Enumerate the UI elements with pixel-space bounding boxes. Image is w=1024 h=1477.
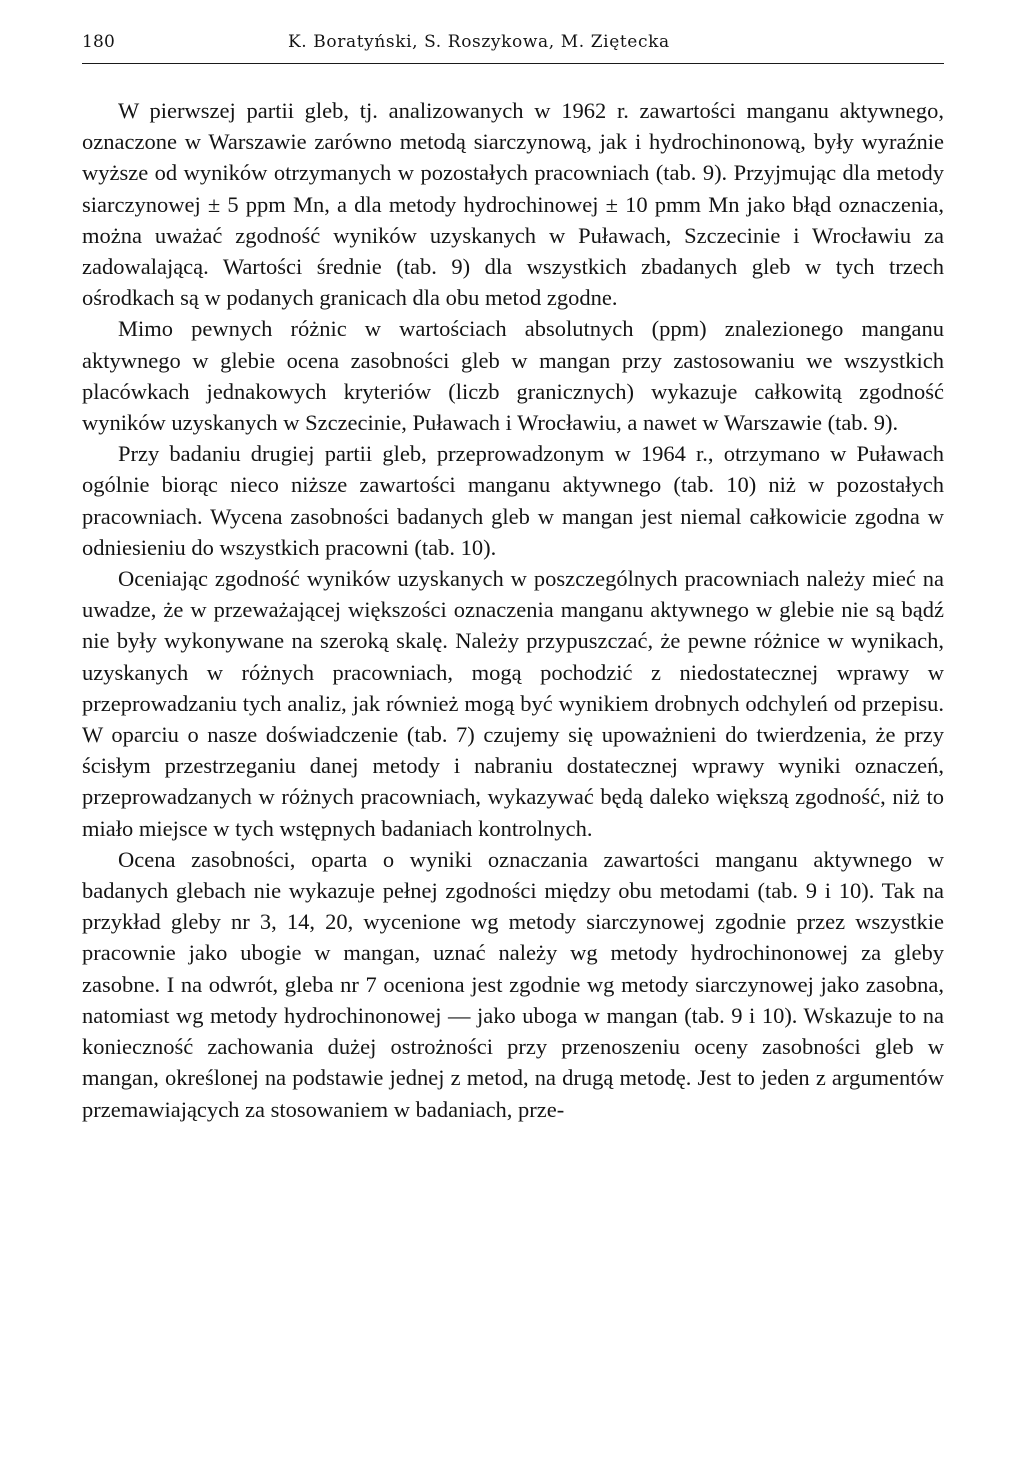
- paragraph-1: W pierwszej partii gleb, tj. analizowanych w 1962 r. zawartości manganu aktywnego, oznaczone w Warszawie zarówno metodą siarczynową, jak i hydrochinonową, były wyraźnie wyższe od wyników otrzymanych w pozostałych pracowniach (tab. 9). Przyjmując dla metody siarczynowej ± 5 ppm Mn, a dla metody hydrochinowej ± 10 pmm Mn jako błąd oznaczenia, można uważać zgodność wyników uzyskanych w Puławach, Szczecinie i Wrocławiu za zadowalającą. Wartości średnie (tab. 9) dla wszystkich zbadanych gleb w tych trzech ośrodkach są w podanych granicach dla obu metod zgodne.: [82, 98, 944, 311]
- running-header-authors: K. Boratyński, S. Roszykowa, M. Ziętecka: [288, 32, 670, 52]
- page-number: 180: [82, 32, 116, 52]
- paragraph-3: Przy badaniu drugiej partii gleb, przeprowadzonym w 1964 r., otrzymano w Puławach ogólnie biorąc nieco niższe zawartości manganu aktywnego (tab. 10) niż w pozostałych pracowniach. Wycena zasobności badanych gleb w mangan jest niemal całkowicie zgodna w odniesieniu do wszystkich pracowni (tab. 10).: [82, 441, 944, 560]
- header-rule: [82, 63, 944, 64]
- paragraph-5: Ocena zasobności, oparta o wyniki oznaczania zawartości manganu aktywnego w badanych glebach nie wykazuje pełnej zgodności między obu metodami (tab. 9 i 10). Tak na przykład gleby nr 3, 14, 20, wycenione wg metody siarczynowej zgodnie przez wszystkie pracownie jako ubogie w mangan, uznać należy wg metody hydrochinonowej za gleby zasobne. I na odwrót, gleba nr 7 oceniona jest zgodnie wg metody siarczynowej jako zasobna, natomiast wg metody hydrochinonowej — jako uboga w mangan (tab. 9 i 10). Wskazuje to na konieczność zachowania dużej ostrożności przy przenoszeniu oceny zasobności gleb w mangan, określonej na podstawie jednej z metod, na drugą metodę. Jest to jeden z argumentów przemawiających za stosowaniem w badaniach, prze-: [82, 846, 944, 1122]
- paragraph-4: Oceniając zgodność wyników uzyskanych w poszczególnych pracowniach należy mieć na uwadze, że w przeważającej większości oznaczenia manganu aktywnego w glebie nie są bądź nie były wykonywane na szeroką skalę. Należy przypuszczać, że pewne różnice w wynikach, uzyskanych w różnych pracowniach, mogą pochodzić z niedostatecznej wprawy w przeprowadzaniu tych analiz, jak również mogą być wynikiem drobnych odchyleń od przepisu. W oparciu o nasze doświadczenie (tab. 7) czujemy się upoważnieni do twierdzenia, że przy ścisłym przestrzeganiu danej metody i nabraniu dostatecznej wprawy wyniki oznaczeń, przeprowadzanych w różnych pracowniach, wykazywać będą daleko większą zgodność, niż to miało miejsce w tych wstępnych badaniach kontrolnych.: [82, 566, 944, 841]
- paragraph-2: Mimo pewnych różnic w wartościach absolutnych (ppm) znalezionego manganu aktywnego w glebie ocena zasobności gleb w mangan przy zastosowaniu we wszystkich placówkach jednakowych kryteriów (liczb granicznych) wykazuje całkowitą zgodność wyników uzyskanych w Szczecinie, Puławach i Wrocławiu, a nawet w Warszawie (tab. 9).: [82, 316, 944, 436]
- document-page: [82, 30, 944, 1125]
- running-header: [82, 30, 944, 64]
- body-text: [82, 95, 944, 1125]
